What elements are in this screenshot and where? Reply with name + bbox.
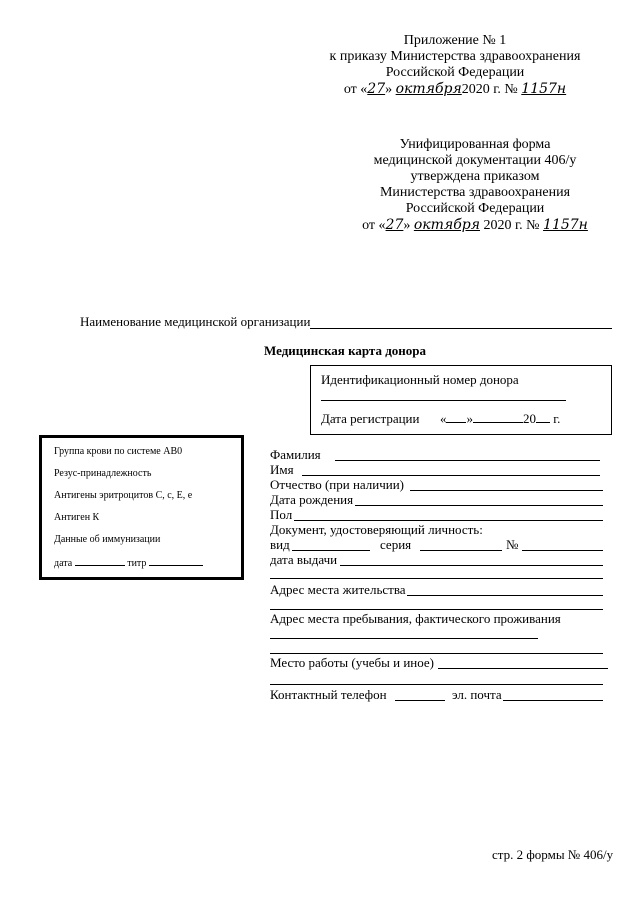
issue-date-label: дата выдачи bbox=[270, 552, 338, 567]
appendix-title: Приложение № 1 bbox=[403, 33, 507, 48]
doc-type-label: вид bbox=[270, 537, 290, 552]
workplace-field[interactable] bbox=[438, 655, 608, 669]
blood-group-label: Группа крови по системе АВ0 bbox=[54, 446, 183, 457]
immunization-titer-field[interactable] bbox=[149, 556, 203, 566]
phone-field[interactable] bbox=[395, 687, 445, 701]
form-ministry: Министерства здравоохранения bbox=[379, 185, 571, 200]
surname-row bbox=[270, 447, 605, 463]
birth-date-label: Дата рождения bbox=[270, 492, 354, 507]
donor-id-label: Идентификационный номер донора bbox=[321, 372, 519, 387]
sex-label: Пол bbox=[270, 507, 293, 522]
sex-row bbox=[270, 507, 605, 523]
donor-id-box bbox=[310, 365, 612, 435]
doc-number-field[interactable] bbox=[522, 537, 603, 551]
immunization-row: дата титр bbox=[54, 556, 203, 569]
immunization-date-field[interactable] bbox=[75, 556, 125, 566]
appendix-header bbox=[300, 33, 610, 98]
blood-data-box bbox=[39, 435, 244, 580]
appendix-order: к приказу Министерства здравоохранения bbox=[329, 49, 581, 64]
workplace-label: Место работы (учебы и иное) bbox=[270, 655, 435, 670]
doc-row bbox=[270, 537, 605, 553]
appendix-day: 27 bbox=[367, 81, 386, 97]
page-footer: стр. 2 формы № 406/у bbox=[492, 847, 614, 862]
stay-address-field[interactable] bbox=[270, 638, 538, 639]
form-month: октября bbox=[413, 217, 480, 233]
rhesus-label: Резус-принадлежность bbox=[54, 468, 152, 479]
patronymic-row bbox=[270, 477, 605, 493]
issue-date-field[interactable] bbox=[340, 552, 603, 566]
issue-date-extra-line[interactable] bbox=[270, 578, 603, 579]
registration-day-field[interactable] bbox=[446, 410, 466, 423]
name-row bbox=[270, 462, 605, 478]
form-day: 27 bbox=[385, 217, 404, 233]
form-approved: утверждена приказом bbox=[410, 169, 540, 184]
registration-date-label: Дата регистрации bbox=[321, 411, 420, 426]
birth-date-row bbox=[270, 492, 605, 508]
org-label: Наименование медицинской организации bbox=[80, 314, 311, 329]
form-date-line: от «27» октября 2020 г. № 1157н bbox=[362, 217, 588, 233]
doc-type-field[interactable] bbox=[292, 537, 370, 551]
residence-extra-line[interactable] bbox=[270, 609, 603, 610]
workplace-row bbox=[270, 655, 605, 671]
form-number: 1157н bbox=[543, 217, 588, 233]
registration-year-field[interactable] bbox=[536, 410, 550, 423]
stay-address-label: Адрес места пребывания, фактического проживания bbox=[270, 611, 561, 626]
phone-label: Контактный телефон bbox=[270, 687, 387, 702]
doc-series-label: серия bbox=[380, 537, 412, 552]
antigens-label: Антигены эритроцитов С, с, Е, е bbox=[54, 490, 193, 501]
identity-doc-label: Документ, удостоверяющий личность: bbox=[270, 522, 483, 537]
form-federation: Российской Федерации bbox=[405, 201, 545, 216]
residence-row bbox=[270, 582, 605, 598]
org-name-field[interactable] bbox=[310, 328, 612, 329]
card-title: Медицинская карта донора bbox=[264, 343, 427, 358]
surname-label: Фамилия bbox=[270, 447, 321, 462]
stay-address-extra-line[interactable] bbox=[270, 653, 603, 654]
birth-date-field[interactable] bbox=[355, 492, 603, 506]
form-code: медицинской документации 406/у bbox=[373, 153, 577, 168]
residence-label: Адрес места жительства bbox=[270, 582, 406, 597]
donor-id-field[interactable] bbox=[321, 400, 566, 401]
email-label: эл. почта bbox=[452, 687, 502, 702]
residence-field[interactable] bbox=[407, 582, 603, 596]
form-title: Унифицированная форма bbox=[399, 137, 551, 152]
email-field[interactable] bbox=[503, 687, 603, 701]
workplace-extra-line[interactable] bbox=[270, 684, 603, 685]
appendix-number: 1157н bbox=[521, 81, 567, 97]
patronymic-field[interactable] bbox=[410, 477, 603, 491]
name-label: Имя bbox=[270, 462, 294, 477]
registration-date-row: Дата регистрации « » 20 г. bbox=[321, 411, 561, 426]
appendix-date-line: от «27» октября2020 г. № 1157н bbox=[343, 81, 567, 97]
contact-row bbox=[270, 687, 605, 703]
doc-series-field[interactable] bbox=[420, 537, 502, 551]
doc-number-label: № bbox=[506, 537, 519, 552]
appendix-month: октября bbox=[395, 81, 462, 97]
issue-date-row bbox=[270, 552, 605, 568]
patronymic-label: Отчество (при наличии) bbox=[270, 477, 405, 492]
appendix-federation: Российской Федерации bbox=[385, 65, 525, 80]
registration-month-field[interactable] bbox=[473, 410, 523, 423]
sex-field[interactable] bbox=[294, 507, 603, 521]
surname-field[interactable] bbox=[335, 447, 600, 461]
immunization-label: Данные об иммунизации bbox=[54, 534, 161, 545]
antigen-k-label: Антиген К bbox=[54, 512, 100, 523]
name-field[interactable] bbox=[302, 462, 600, 476]
form-approval-header bbox=[320, 137, 630, 234]
